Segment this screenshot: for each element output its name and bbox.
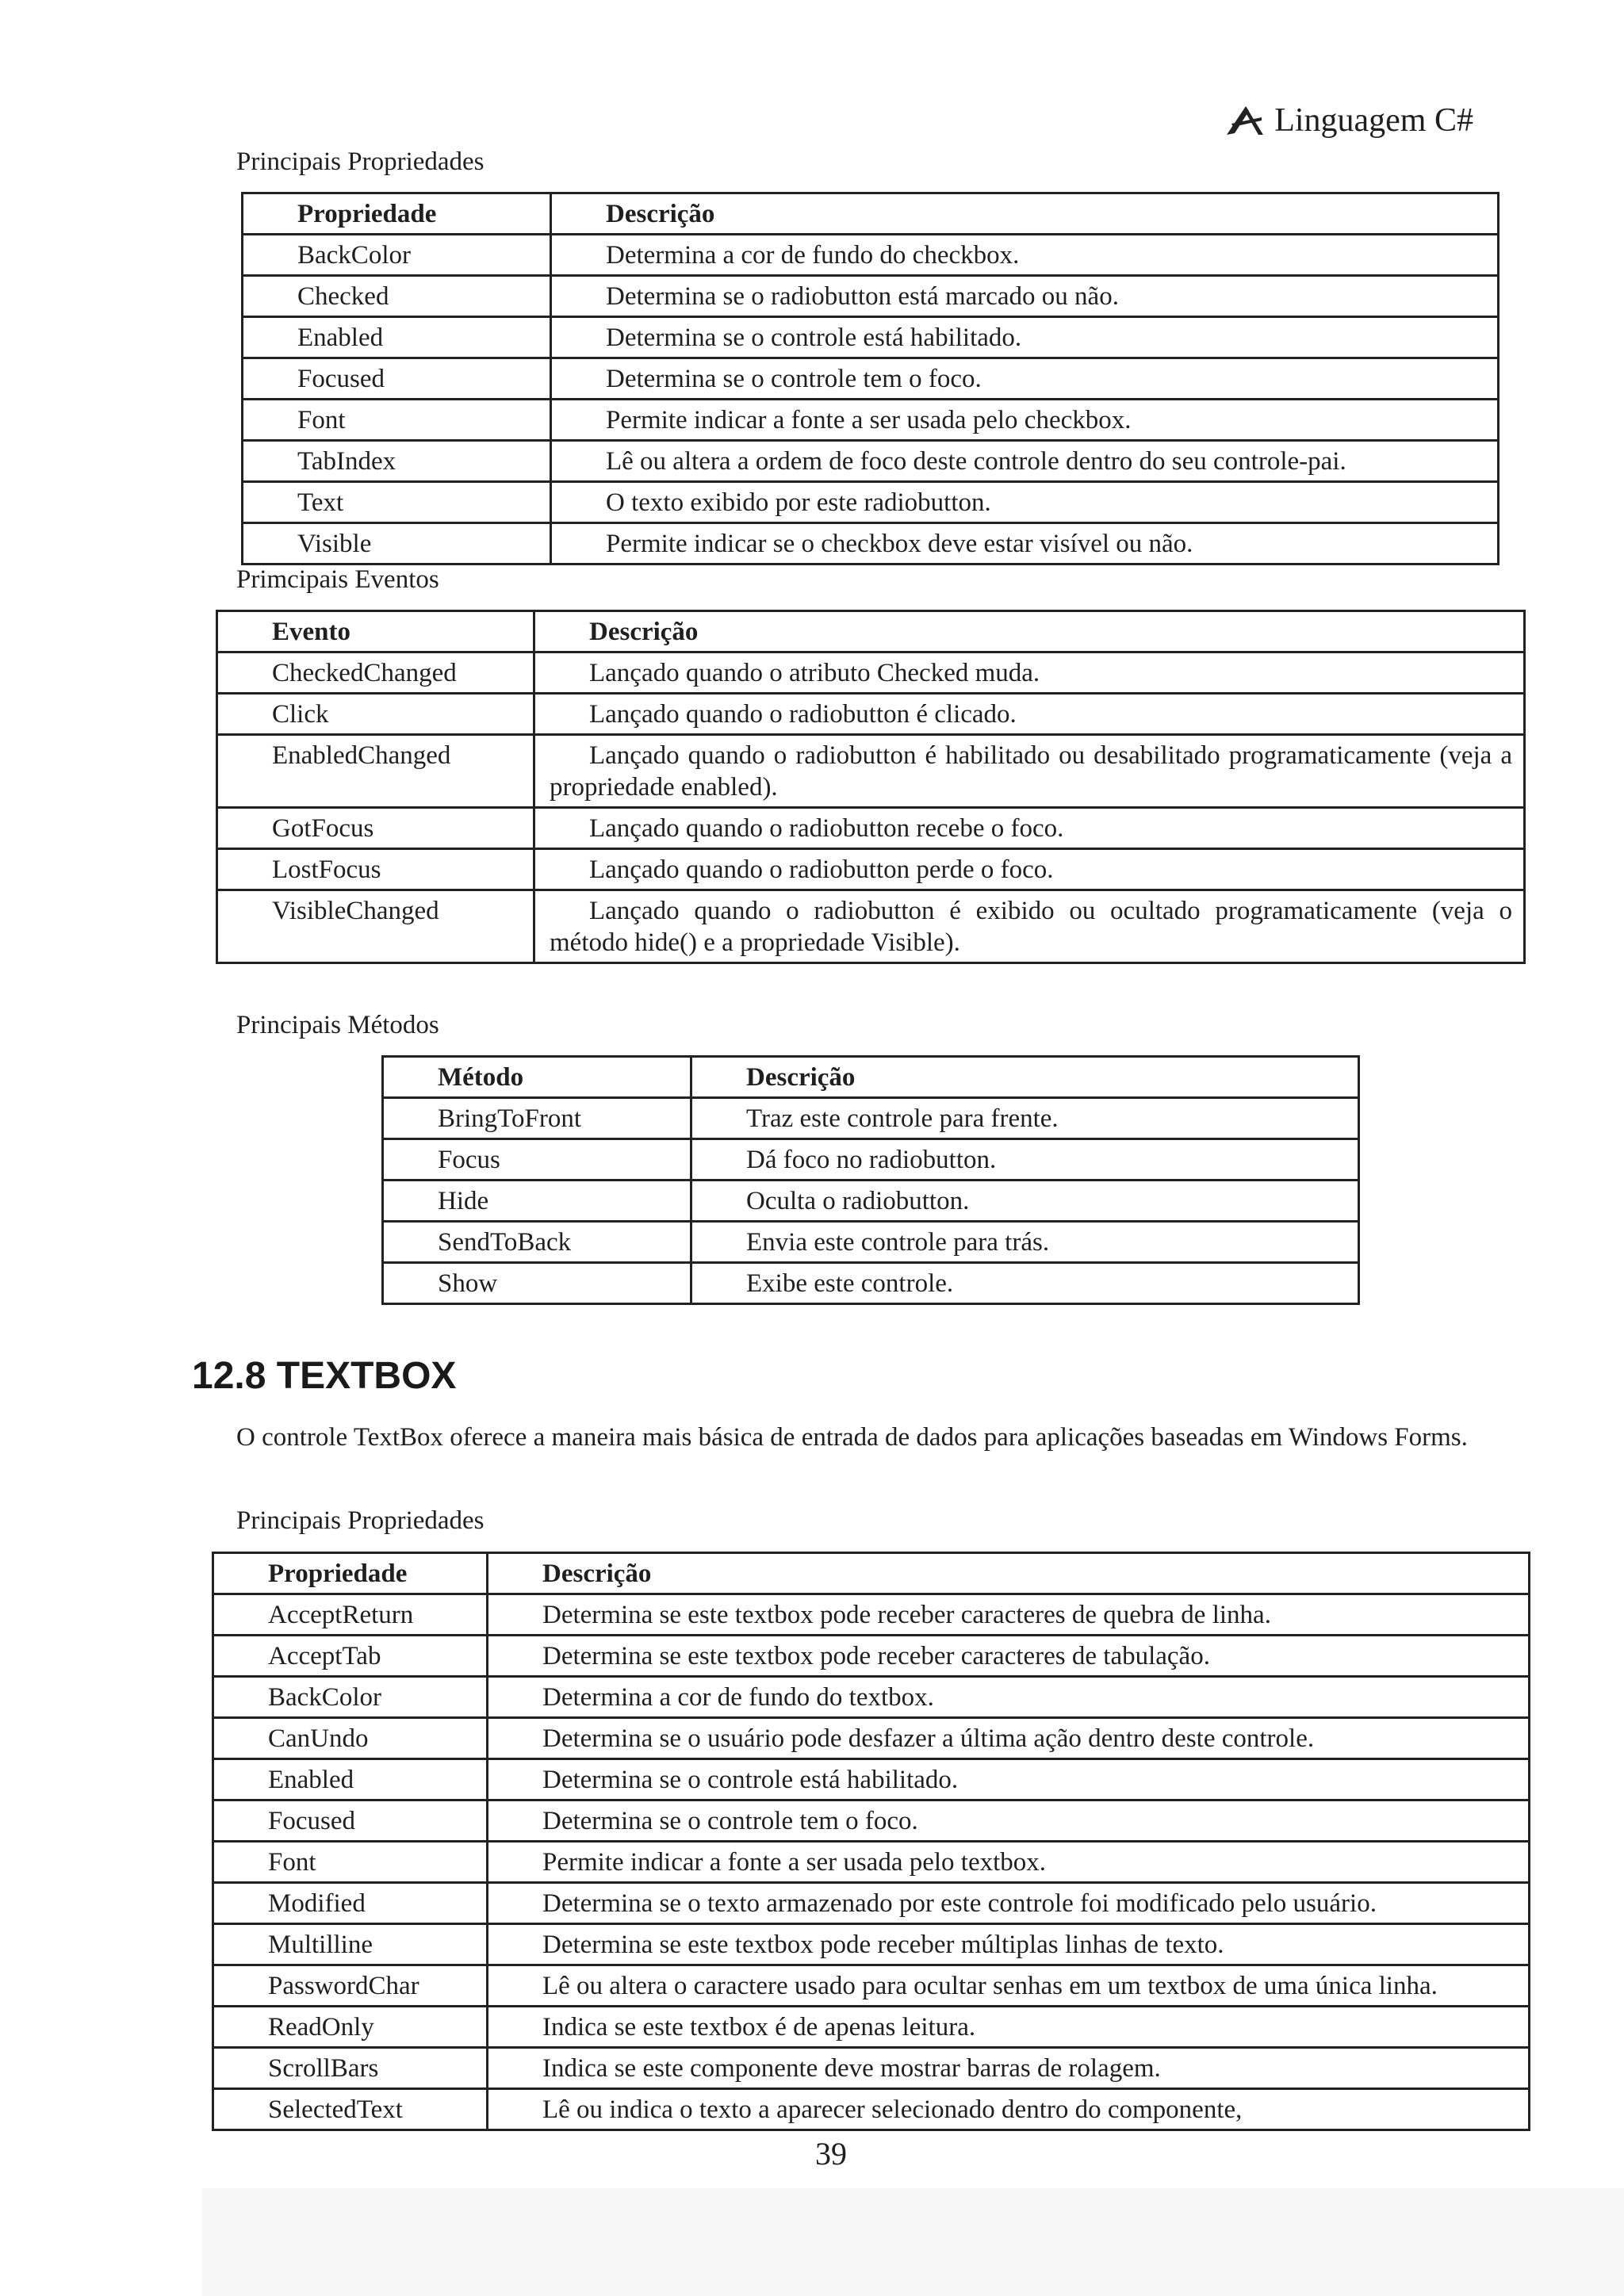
description-cell: Determina se o texto armazenado por este controle foi modificado pelo usuário.: [488, 1883, 1530, 1924]
table-row: [243, 482, 1499, 523]
table-row: [213, 1677, 1530, 1718]
description-text: Lançado quando o radiobutton recebe o foco.: [589, 814, 1064, 843]
table-row: [383, 1139, 1359, 1181]
radio-events-table: [216, 610, 1526, 964]
description-cell: Oculta o radiobutton.: [691, 1181, 1359, 1222]
name-cell: Click: [217, 694, 534, 735]
table-row: [217, 694, 1525, 735]
description-cell: Permite indicar a fonte a ser usada pelo textbox.: [488, 1842, 1530, 1883]
table-row: [213, 2048, 1530, 2089]
column-header: Método: [383, 1057, 691, 1098]
description-cell: O texto exibido por este radiobutton.: [551, 482, 1499, 523]
name-cell: SelectedText: [213, 2089, 488, 2130]
description-cell: Lê ou altera o caractere usado para ocultar senhas em um textbox de uma única linha.: [488, 1965, 1530, 2007]
description-text: Lançado quando o radiobutton é habilitado ou desabilitado programaticamente (veja a propriedade enabled).: [550, 741, 1512, 802]
table-row: [243, 358, 1499, 400]
textbox-properties-table: [212, 1552, 1530, 2131]
description-cell: [534, 849, 1525, 890]
name-cell: BringToFront: [383, 1098, 691, 1139]
name-cell: Text: [243, 482, 551, 523]
table-row: [243, 441, 1499, 482]
name-cell: GotFocus: [217, 808, 534, 849]
page-shading: [202, 2188, 1624, 2296]
description-text: Lançado quando o radiobutton é exibido ou ocultado programaticamente (veja o método hide() e a propriedade Visible).: [550, 897, 1512, 957]
name-cell: Visible: [243, 523, 551, 564]
table-row: [217, 890, 1525, 963]
table-header-row: [383, 1057, 1359, 1098]
column-header: Descrição: [488, 1553, 1530, 1594]
name-cell: EnabledChanged: [217, 735, 534, 808]
column-header: Propriedade: [243, 193, 551, 235]
name-cell: VisibleChanged: [217, 890, 534, 963]
name-cell: BackColor: [243, 235, 551, 276]
name-cell: ReadOnly: [213, 2007, 488, 2048]
page-number: 39: [815, 2136, 847, 2172]
description-cell: Determina se este textbox pode receber caracteres de tabulação.: [488, 1636, 1530, 1677]
name-cell: ScrollBars: [213, 2048, 488, 2089]
pen-compass-logo-icon: [1225, 103, 1265, 138]
description-cell: Indica se este componente deve mostrar barras de rolagem.: [488, 2048, 1530, 2089]
column-header: Descrição: [691, 1057, 1359, 1098]
description-cell: Determina se este textbox pode receber caracteres de quebra de linha.: [488, 1594, 1530, 1636]
name-cell: Focused: [243, 358, 551, 400]
description-cell: Determina a cor de fundo do checkbox.: [551, 235, 1499, 276]
table-row: [243, 400, 1499, 441]
description-cell: Determina se o usuário pode desfazer a última ação dentro deste controle.: [488, 1718, 1530, 1759]
description-cell: Determina se o radiobutton está marcado ou não.: [551, 276, 1499, 317]
column-header: [534, 611, 1525, 652]
table-row: [383, 1181, 1359, 1222]
table-row: [213, 1924, 1530, 1965]
name-cell: LostFocus: [217, 849, 534, 890]
table-header-row: [213, 1553, 1530, 1594]
name-cell: BackColor: [213, 1677, 488, 1718]
description-cell: Determina a cor de fundo do textbox.: [488, 1677, 1530, 1718]
column-header: Descrição: [551, 193, 1499, 235]
name-cell: Focus: [383, 1139, 691, 1181]
table-row: [213, 1800, 1530, 1842]
radio-methods-label: Principais Métodos: [236, 1011, 439, 1039]
header-title: Linguagem C#: [1274, 102, 1473, 139]
table-row: [243, 523, 1499, 564]
section-title: 12.8 TEXTBOX: [192, 1355, 457, 1397]
description-cell: Permite indicar se o checkbox deve estar visível ou não.: [551, 523, 1499, 564]
name-cell: Enabled: [243, 317, 551, 358]
description-cell: Determina se o controle tem o foco.: [551, 358, 1499, 400]
table-row: [243, 276, 1499, 317]
running-header: [1225, 101, 1473, 140]
table-row: [213, 1842, 1530, 1883]
table-row: [217, 849, 1525, 890]
name-cell: Focused: [213, 1800, 488, 1842]
table-row: [213, 2089, 1530, 2130]
description-cell: Lê ou altera a ordem de foco deste controle dentro do seu controle-pai.: [551, 441, 1499, 482]
table-row: [217, 735, 1525, 808]
name-cell: Multilline: [213, 1924, 488, 1965]
name-cell: Modified: [213, 1883, 488, 1924]
column-header: Evento: [217, 611, 534, 652]
table-header-row: [217, 611, 1525, 652]
name-cell: SendToBack: [383, 1222, 691, 1263]
description-text: Lançado quando o radiobutton é clicado.: [589, 700, 1017, 729]
radio-methods-table: [381, 1055, 1360, 1305]
table-row: [213, 1636, 1530, 1677]
description-cell: [534, 890, 1525, 963]
textbox-properties-label: Principais Propriedades: [236, 1506, 485, 1535]
name-cell: PasswordChar: [213, 1965, 488, 2007]
description-cell: Lê ou indica o texto a aparecer selecionado dentro do componente,: [488, 2089, 1530, 2130]
name-cell: AcceptTab: [213, 1636, 488, 1677]
name-cell: CanUndo: [213, 1718, 488, 1759]
description-cell: Exibe este controle.: [691, 1263, 1359, 1304]
table-row: [383, 1098, 1359, 1139]
table-row: [243, 235, 1499, 276]
table-row: [217, 652, 1525, 694]
name-cell: Font: [243, 400, 551, 441]
table-row: [213, 1594, 1530, 1636]
description-cell: [534, 735, 1525, 808]
description-cell: Dá foco no radiobutton.: [691, 1139, 1359, 1181]
description-cell: [534, 652, 1525, 694]
table-row: [213, 1759, 1530, 1800]
table-row: [213, 1883, 1530, 1924]
description-cell: Envia este controle para trás.: [691, 1222, 1359, 1263]
description-cell: Determina se o controle está habilitado.: [551, 317, 1499, 358]
name-cell: Font: [213, 1842, 488, 1883]
description-cell: Permite indicar a fonte a ser usada pelo checkbox.: [551, 400, 1499, 441]
description-text: Lançado quando o atributo Checked muda.: [589, 659, 1040, 687]
name-cell: Hide: [383, 1181, 691, 1222]
table-row: [383, 1263, 1359, 1304]
table-row: [213, 1718, 1530, 1759]
radio-events-label: Primcipais Eventos: [236, 565, 439, 594]
table-row: [243, 317, 1499, 358]
description-cell: Traz este controle para frente.: [691, 1098, 1359, 1139]
column-header: Propriedade: [213, 1553, 488, 1594]
description-cell: [534, 694, 1525, 735]
description-cell: Determina se este textbox pode receber múltiplas linhas de texto.: [488, 1924, 1530, 1965]
description-cell: Determina se o controle está habilitado.: [488, 1759, 1530, 1800]
table-row: [383, 1222, 1359, 1263]
table-header-row: [243, 193, 1499, 235]
description-text: Lançado quando o radiobutton perde o foco.: [589, 855, 1054, 884]
radio-properties-label: Principais Propriedades: [236, 147, 485, 176]
description-cell: [534, 808, 1525, 849]
name-cell: Enabled: [213, 1759, 488, 1800]
name-cell: Show: [383, 1263, 691, 1304]
section-intro: O controle TextBox oferece a maneira mais básica de entrada de dados para aplicações baseadas em Windows Forms.: [236, 1423, 1468, 1452]
table-row: [213, 1965, 1530, 2007]
description-cell: Indica se este textbox é de apenas leitura.: [488, 2007, 1530, 2048]
column-header-text: Descrição: [589, 618, 699, 646]
name-cell: AcceptReturn: [213, 1594, 488, 1636]
table-row: [213, 2007, 1530, 2048]
name-cell: TabIndex: [243, 441, 551, 482]
table-row: [217, 808, 1525, 849]
name-cell: CheckedChanged: [217, 652, 534, 694]
name-cell: Checked: [243, 276, 551, 317]
description-cell: Determina se o controle tem o foco.: [488, 1800, 1530, 1842]
radio-properties-table: [241, 192, 1500, 565]
